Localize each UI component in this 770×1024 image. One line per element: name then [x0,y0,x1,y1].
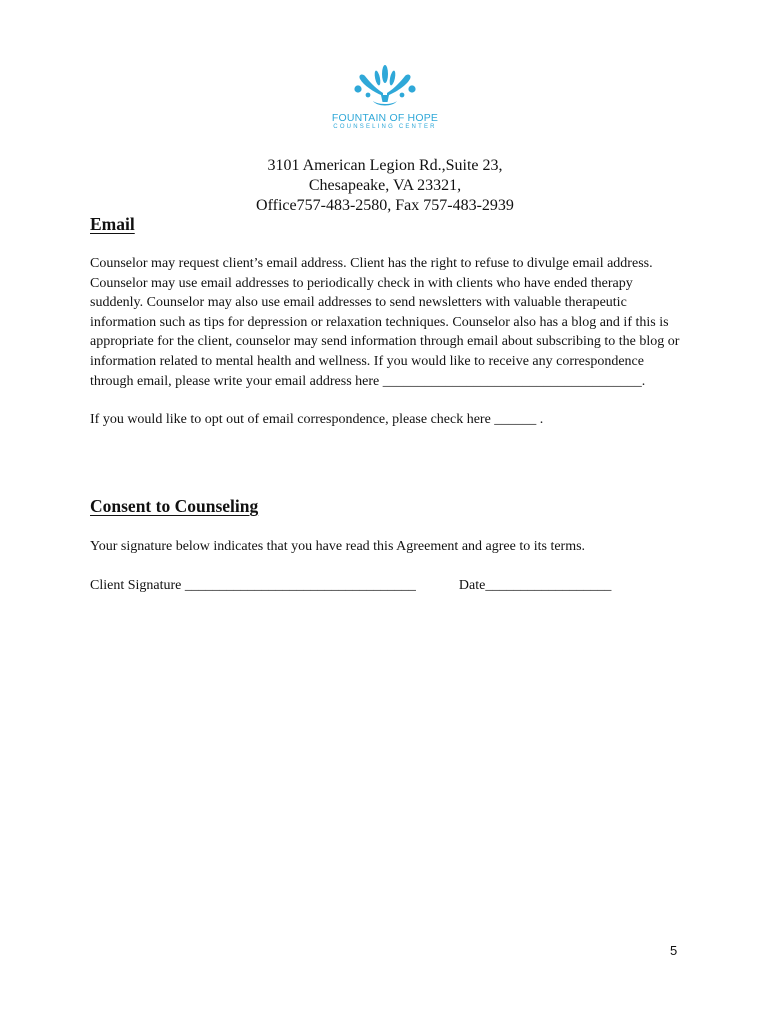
address-line-3: Office757-483-2580, Fax 757-483-2939 [256,197,514,214]
signature-row [90,576,611,595]
address-block [0,156,770,216]
client-signature-field[interactable]: Client Signature _________________________________ [90,578,416,593]
paragraph-line: Counselor may use email addresses to periodically check in with clients who have ended therapy [90,275,633,291]
paragraph-line: appropriate for the client, counselor may send information through email about subscribing to the blog or [90,334,680,350]
email-paragraph [90,254,680,391]
logo-subtitle: COUNSELING CENTER [333,124,437,130]
paragraph-line: information related to mental health and wellness. If you would like to receive any correspondence [90,353,644,369]
date-field[interactable]: Date__________________ [458,578,612,593]
page-number: 5 [670,943,678,958]
consent-heading: Consent to Counseling [90,496,259,516]
address-line-2: Chesapeake, VA 23321, [308,177,462,194]
paragraph-line: information such as tips for depression or relaxation techniques. Counselor also has a blog and if this is [90,314,669,330]
fountain-icon [350,62,420,112]
paragraph-line: Counselor may request client’s email address. Client has the right to refuse to divulge email address. [90,256,653,271]
email-address-field[interactable]: through email, please write your email address here _____________________________________. [90,373,646,389]
consent-statement [90,537,680,557]
consent-statement-text: Your signature below indicates that you have read this Agreement and agree to its terms. [90,539,586,554]
opt-out-checkbox-field[interactable]: If you would like to opt out of email correspondence, please check here ______ . [90,412,544,427]
opt-out-paragraph [90,410,680,430]
email-heading: Email [90,214,135,234]
logo-name: FOUNTAIN OF HOPE [331,112,439,124]
address-line-1: 3101 American Legion Rd.,Suite 23, [267,157,503,174]
logo [330,62,440,142]
paragraph-line: suddenly. Counselor may also use email addresses to send newsletters with valuable therapeutic [90,295,627,311]
